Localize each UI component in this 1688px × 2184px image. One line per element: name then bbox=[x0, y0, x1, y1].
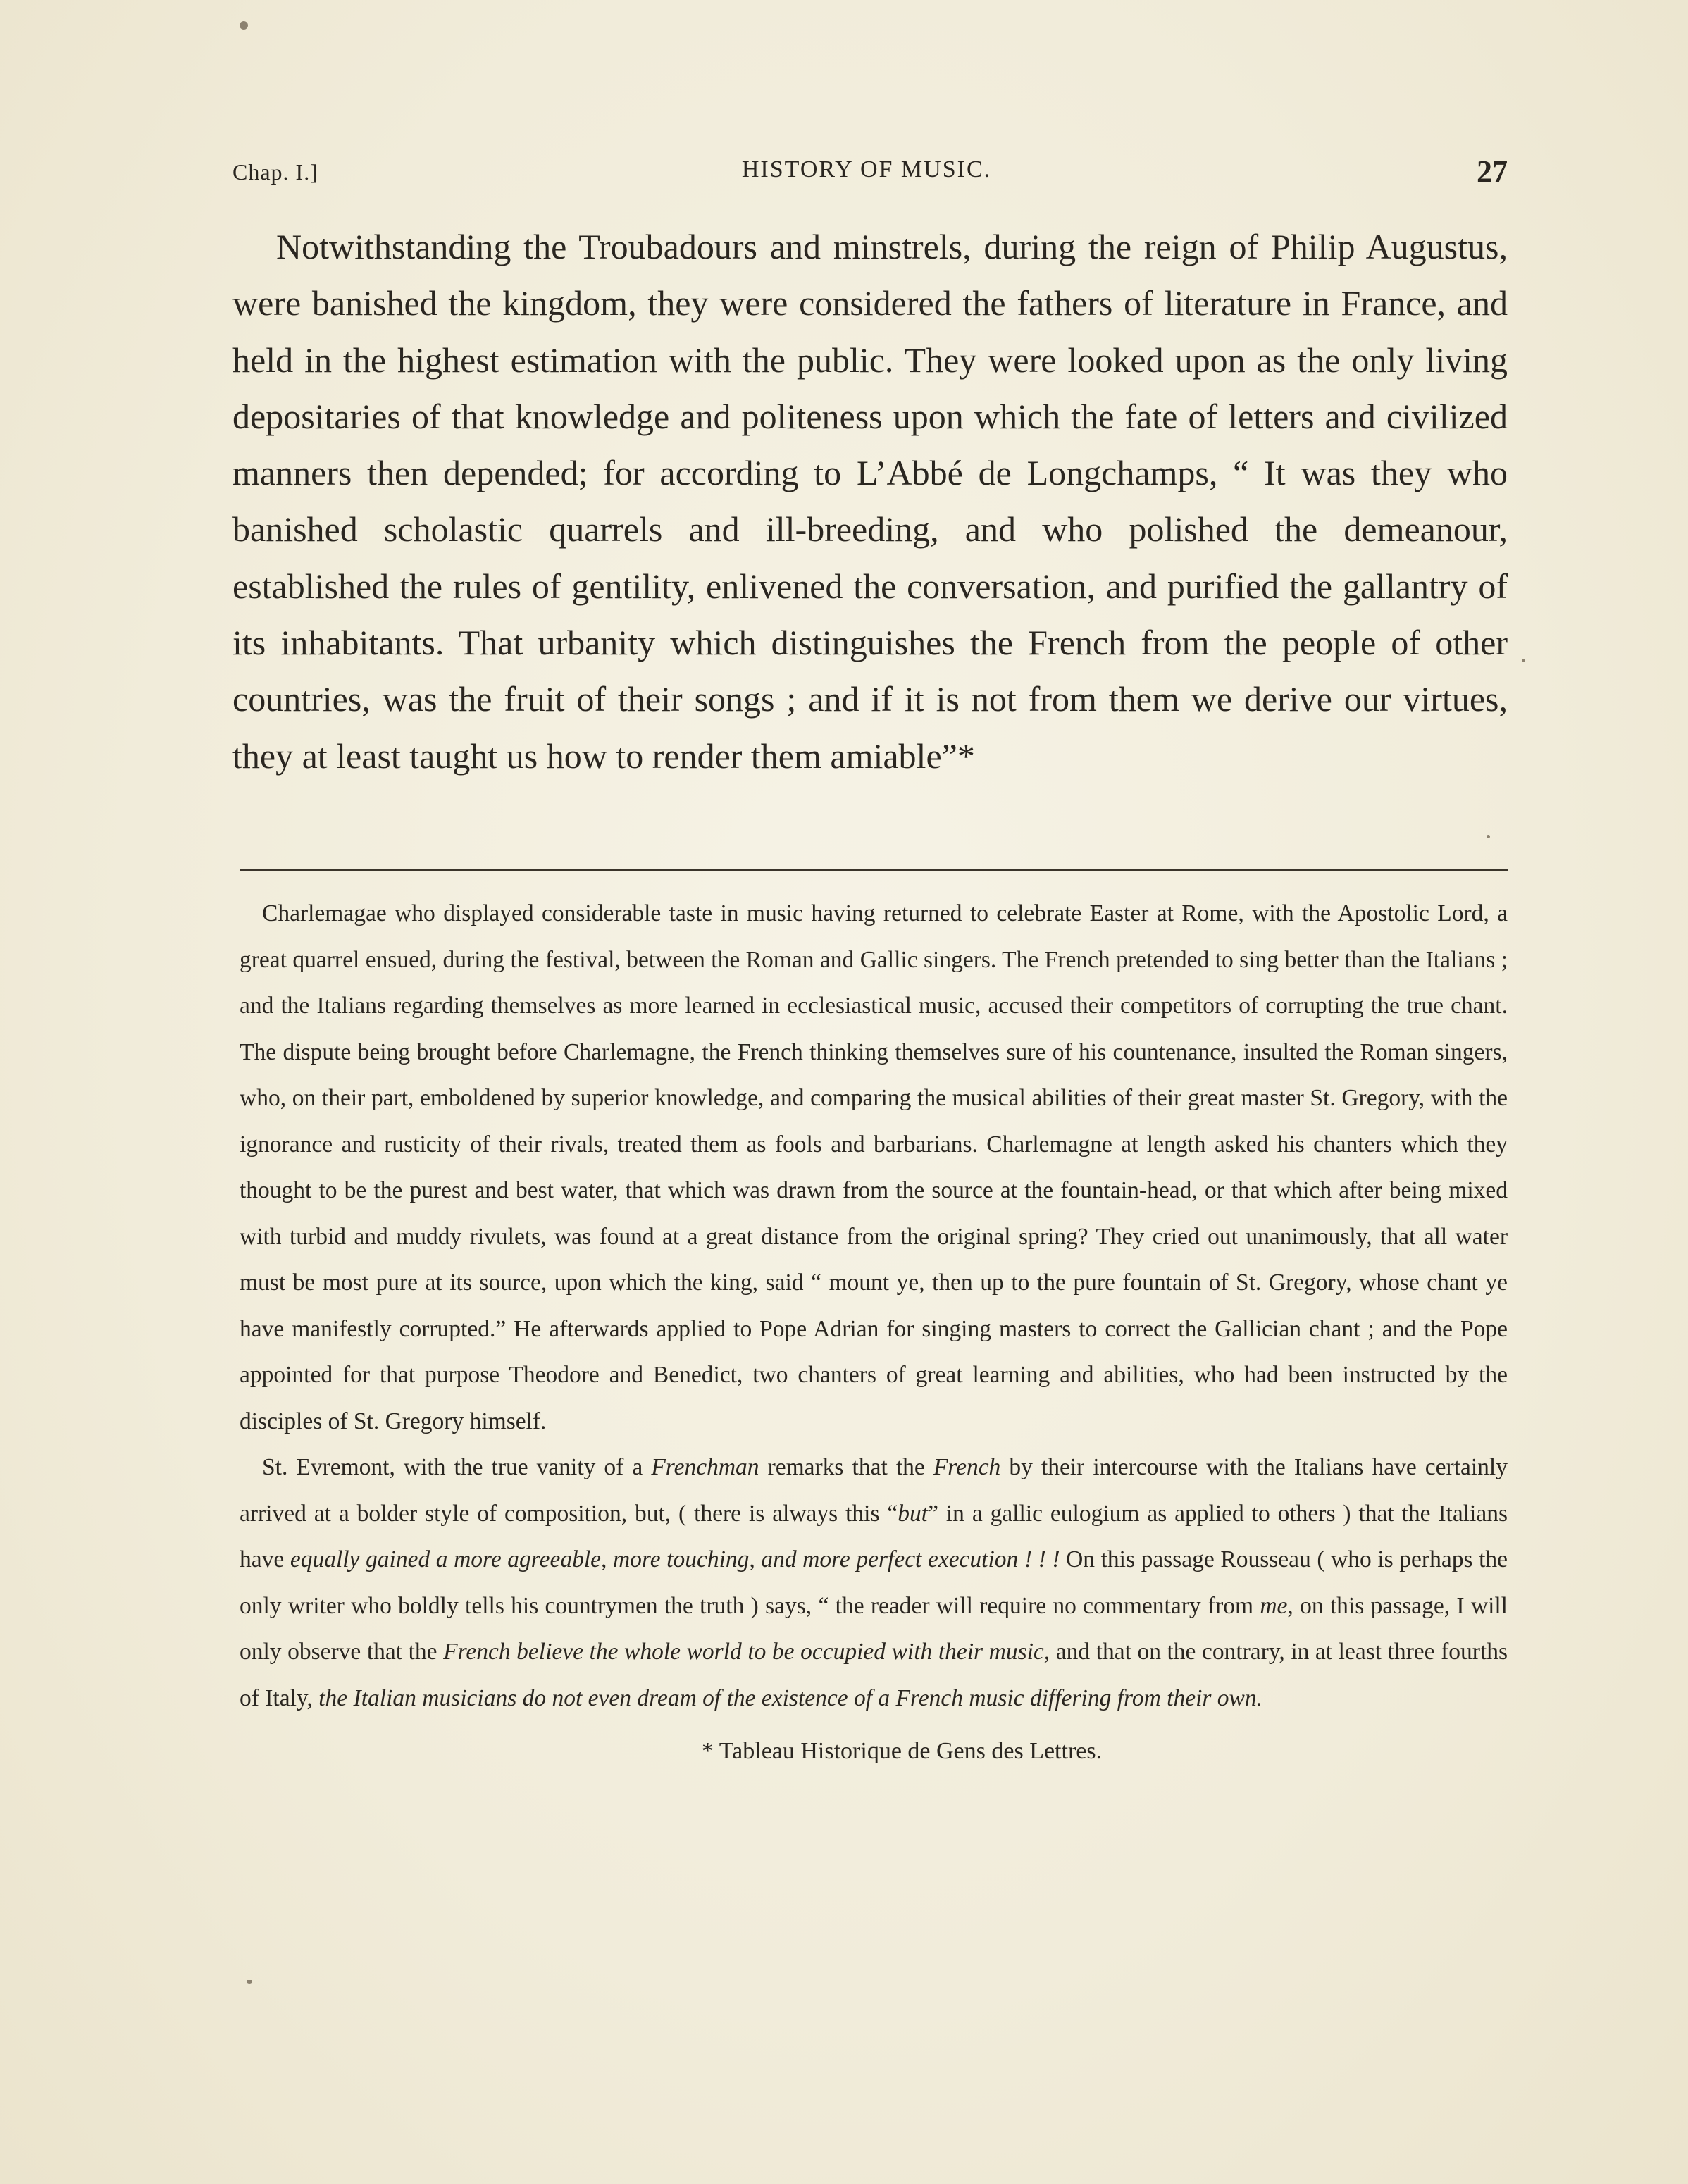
main-paragraph: Notwithstanding the Troubadours and minstrels, during the reign of Philip Augustus, were banished the kingdom, they were considered the fathers of literature in France, and held in the highest estimation with the public. They were looked upon as the only living depositaries of that knowledge and politeness upon which the fate of letters and civilized manners then depended; for according to L’Abbé de Longchamps, “ It was they who banished scholastic quarrels and ill-breeding, and who polished the demeanour, established the rules of gentility, enlivened the conversation, and purified the gallantry of its inhabitants. That urbanity which distinguishes the French from the people of other countries, was the fruit of their songs ; and if it is not from them we derive our virtues, they at least taught us how to render them amiable”* bbox=[232, 227, 1508, 776]
paper-speck bbox=[1487, 835, 1490, 838]
footnote-text: , on this passage, I will only observe that the bbox=[240, 1592, 1508, 1665]
footnote-italic: but bbox=[898, 1500, 929, 1527]
footnote-text: remarks that the bbox=[759, 1454, 933, 1480]
footnote-text: and that on the contrary, in at least three fourths of Italy, bbox=[240, 1639, 1508, 1711]
paper-speck bbox=[1522, 659, 1525, 662]
paper-speck bbox=[240, 21, 248, 30]
footnote-evremont bbox=[240, 1444, 1508, 1721]
footnote-italic: the Italian musicians do not even dream of the existence of a French music differing from their own. bbox=[318, 1684, 1263, 1711]
footnote-text: St. Evremont, with the true vanity of a bbox=[262, 1454, 652, 1480]
footnote-citation: * Tableau Historique de Gens des Lettres. bbox=[701, 1738, 1103, 1764]
footnote-italic: French bbox=[933, 1454, 1001, 1480]
footnote-charlemagne: Charlemagae who displayed considerable taste in music having returned to celebrate Easter at Rome, with the Apostolic Lord, a great quarrel ensued, during the festival, between the Roman and Gallic singers. The French pretended to sing better than the Italians ; and the Italians regarding themselves as more learned in ecclesiastical music, accused their competitors of corrupting the true chant. The dispute being brought before Charlemagne, the French thinking themselves sure of his countenance, insulted the Roman singers, who, on their part, emboldened by superior knowledge, and comparing the musical abilities of their great master St. Gregory, with the ignorance and rusticity of their rivals, treated them as fools and barbarians. Charlemagne at length asked his chanters which they thought to be the purest and best water, that which was drawn from the source at the fountain-head, or that which after being mixed with turbid and muddy rivulets, was found at a great distance from the original spring? They cried out unanimously, that all water must be most pure at its source, upon which the king, said “ mount ye, then up to the pure fountain of St. Gregory, whose chant ye have manifestly corrupted.” He afterwards applied to Pope Adrian for singing masters to correct the Gallician chant ; and the Pope appointed for that purpose Theodore and Benedict, two chanters of great learning and abilities, who had been instructed by the disciples of St. Gregory himself. bbox=[240, 900, 1508, 1434]
paper-speck bbox=[247, 1980, 252, 1984]
page-number: 27 bbox=[1477, 154, 1508, 189]
running-header bbox=[232, 154, 1508, 196]
footnote-text: On this passage Rousseau ( who is perhaps the only writer who boldly tells his countrymen the truth ) says, “ the reader will require no commentary from bbox=[240, 1546, 1508, 1619]
footnote-italic: French believe the whole world to be occupied with their music, bbox=[443, 1639, 1050, 1665]
chapter-label: Chap. I.] bbox=[232, 159, 318, 185]
footnotes bbox=[240, 891, 1508, 1775]
footnote-italic: equally gained a more agreeable, more touching, and more perfect execution ! ! ! bbox=[290, 1546, 1060, 1572]
footnote-text: ” in a gallic eulogium as applied to others ) that the Italians have bbox=[240, 1500, 1508, 1572]
footnote-italic: Frenchman bbox=[651, 1454, 759, 1480]
running-title: HISTORY OF MUSIC. bbox=[741, 156, 992, 182]
footnote-divider bbox=[240, 869, 1508, 871]
footnote-text: by their intercourse with the Italians have certainly arrived at a bolder style of composition, but, ( there is always this “ bbox=[240, 1454, 1508, 1527]
footnote-italic: me bbox=[1260, 1592, 1288, 1619]
